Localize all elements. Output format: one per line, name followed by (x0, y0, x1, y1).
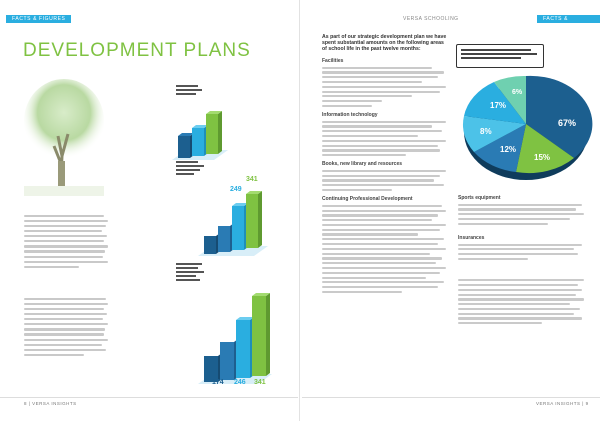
section-cpd: Continuing Professional Development (322, 196, 413, 203)
chart3-bars (196, 286, 288, 386)
chart3-value-341: 341 (254, 379, 266, 386)
section-tab: FACTS & FIGURES (6, 15, 71, 23)
right-page (300, 0, 600, 421)
section-insurances: Insurances (458, 234, 485, 241)
pie-label-17: 17% (490, 101, 507, 110)
chart2-value-249: 249 (230, 186, 242, 193)
pie-label-6: 6% (512, 89, 523, 96)
pie-label-15: 15% (534, 153, 551, 162)
section-it: Information technology (322, 112, 378, 119)
intro-text: As part of our strategic development plan we have spent substantial amounts on the following areas of school life in the past twelve months: (322, 34, 447, 52)
chart3-value-246: 246 (234, 379, 246, 386)
section-facilities: Facilities (322, 58, 344, 64)
pie-label-67: 67% (558, 118, 577, 128)
right-column (458, 190, 588, 327)
section-books: Books, new library and resources (322, 161, 403, 168)
section-sports: Sports equipment (458, 195, 501, 201)
chart3-label (176, 262, 204, 283)
chart2-label (176, 160, 204, 177)
page-title: DEVELOPMENT PLANS (23, 40, 251, 61)
pie-label-12: 12% (500, 145, 517, 154)
body-text-block-1 (24, 212, 108, 271)
pie-label-8: 8% (480, 127, 492, 136)
chart2-value-341: 341 (246, 176, 258, 183)
body-text-block-2 (24, 295, 108, 359)
right-footer: VERSA INSIGHTS | 9 (536, 401, 589, 406)
pie-chart (454, 60, 594, 184)
section-tab-right: FACTS & FIGURES (537, 15, 600, 23)
chart3-value-174: 174 (212, 379, 224, 386)
chart2-bars (196, 186, 280, 258)
left-footer: 8 | VERSA INSIGHTS (24, 401, 77, 406)
running-head: VERSA SCHOOLING (403, 16, 459, 22)
middle-column (322, 34, 450, 296)
tree-photo (24, 76, 104, 196)
chart1-bars (168, 96, 260, 162)
